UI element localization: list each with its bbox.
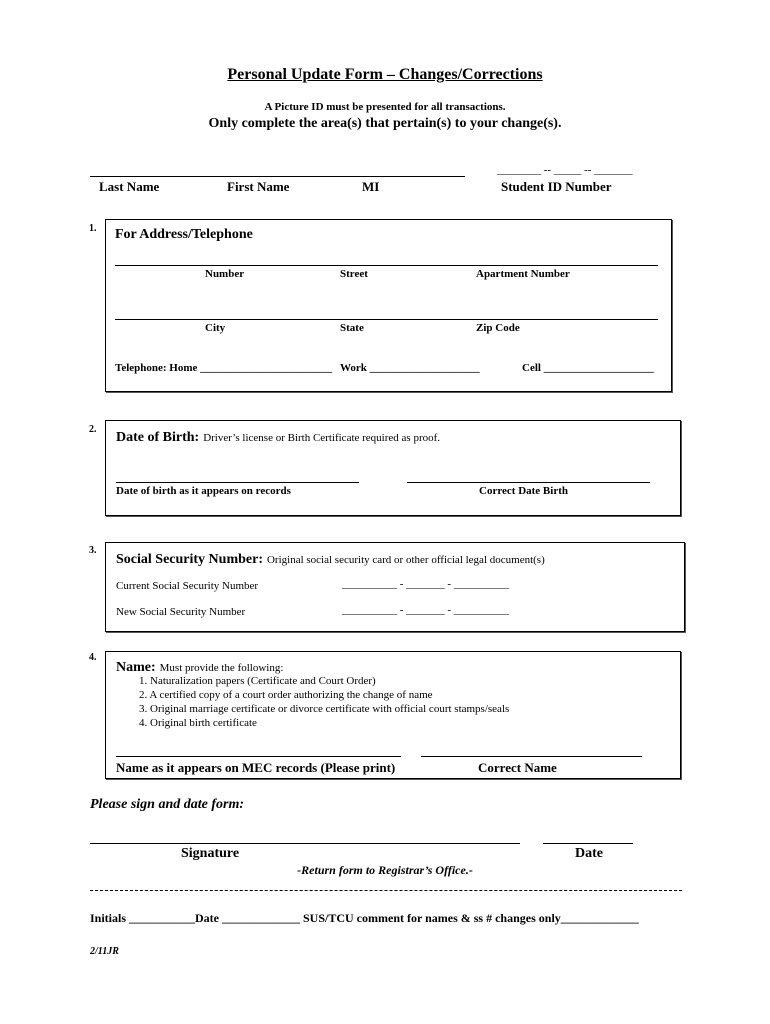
instruction-text: Only complete the area(s) that pertain(s) to your change(s). — [208, 116, 562, 131]
number-label: Number — [205, 268, 245, 280]
dob-records-label: Date of birth as it appears on records — [116, 485, 291, 497]
date-of-birth-section — [105, 420, 681, 516]
student-name-field[interactable] — [90, 176, 465, 177]
state-label: State — [340, 322, 364, 334]
list-item: 1. Naturalization papers (Certificate and Court Order) — [139, 675, 376, 687]
address-line-1-field[interactable] — [115, 265, 658, 266]
list-item: 2. A certified copy of a court order authorizing the change of name — [139, 689, 433, 701]
required-documents-list — [139, 674, 509, 730]
date-label: Date — [575, 846, 603, 861]
cut-line-divider — [90, 890, 682, 891]
student-id-label: Student ID Number — [501, 179, 612, 194]
section-3-number: 3. — [89, 545, 97, 556]
correct-dob-label: Correct Date Birth — [479, 485, 568, 497]
ssn-heading — [116, 550, 545, 568]
picture-id-notice: A Picture ID must be presented for all transactions. — [264, 101, 506, 113]
section-4-number: 4. — [89, 652, 97, 663]
list-item: 4. Original birth certificate — [139, 717, 257, 729]
section-2-number: 2. — [89, 424, 97, 435]
mi-label: MI — [362, 179, 380, 194]
dob-proof-note: Driver’s license or Birth Certificate required as proof. — [203, 432, 441, 444]
zip-code-label: Zip Code — [476, 322, 520, 334]
ssn-title: Social Security Number: — [116, 552, 263, 567]
name-records-field[interactable] — [116, 756, 401, 757]
date-field[interactable] — [543, 843, 633, 844]
student-id-field[interactable]: ________ -- _____ -- _______ — [497, 164, 633, 176]
dob-records-field[interactable] — [116, 482, 359, 483]
correct-name-field[interactable] — [421, 756, 642, 757]
name-change-section — [105, 651, 681, 779]
ssn-proof-note: Original social security card or other official legal document(s) — [266, 554, 545, 566]
name-records-label: Name as it appears on MEC records (Please print) — [116, 760, 396, 775]
apartment-number-label: Apartment Number — [476, 268, 570, 280]
signature-label: Signature — [181, 846, 240, 861]
address-section-title: For Address/Telephone — [115, 227, 253, 242]
section-1-number: 1. — [89, 223, 97, 234]
page-title: Personal Update Form – Changes/Corrections — [227, 66, 543, 83]
cell-telephone-field[interactable]: Cell ____________________ — [522, 362, 654, 374]
home-telephone-field[interactable]: Telephone: Home ________________________ — [115, 362, 333, 374]
street-label: Street — [340, 268, 368, 280]
last-name-label: Last Name — [99, 179, 160, 194]
new-ssn-field[interactable]: __________ - _______ - __________ — [342, 604, 509, 616]
current-ssn-label: Current Social Security Number — [116, 580, 259, 592]
form-revision-code: 2/11JR — [90, 946, 119, 957]
city-label: City — [205, 322, 226, 334]
current-ssn-field[interactable]: __________ - _______ - __________ — [342, 578, 509, 590]
dob-heading — [116, 428, 440, 446]
new-ssn-label: New Social Security Number — [116, 606, 246, 618]
sign-date-prompt: Please sign and date form: — [90, 797, 244, 812]
name-title: Name: — [116, 660, 156, 675]
social-security-section — [105, 542, 685, 632]
name-proof-note: Must provide the following: — [159, 662, 284, 674]
first-name-label: First Name — [227, 179, 290, 194]
office-use-line[interactable]: Initials ___________Date _____________ SUS/TCU comment for names & ss # changes only_____________ — [90, 911, 639, 925]
return-form-note: -Return form to Registrar’s Office.- — [297, 863, 473, 877]
dob-title: Date of Birth: — [116, 430, 200, 445]
signature-field[interactable] — [90, 843, 520, 844]
correct-dob-field[interactable] — [407, 482, 650, 483]
address-telephone-section — [105, 219, 672, 392]
work-telephone-field[interactable]: Work ____________________ — [340, 362, 480, 374]
address-line-2-field[interactable] — [115, 319, 658, 320]
list-item: 3. Original marriage certificate or divorce certificate with official court stamps/seals — [139, 703, 510, 715]
correct-name-label: Correct Name — [478, 760, 557, 775]
